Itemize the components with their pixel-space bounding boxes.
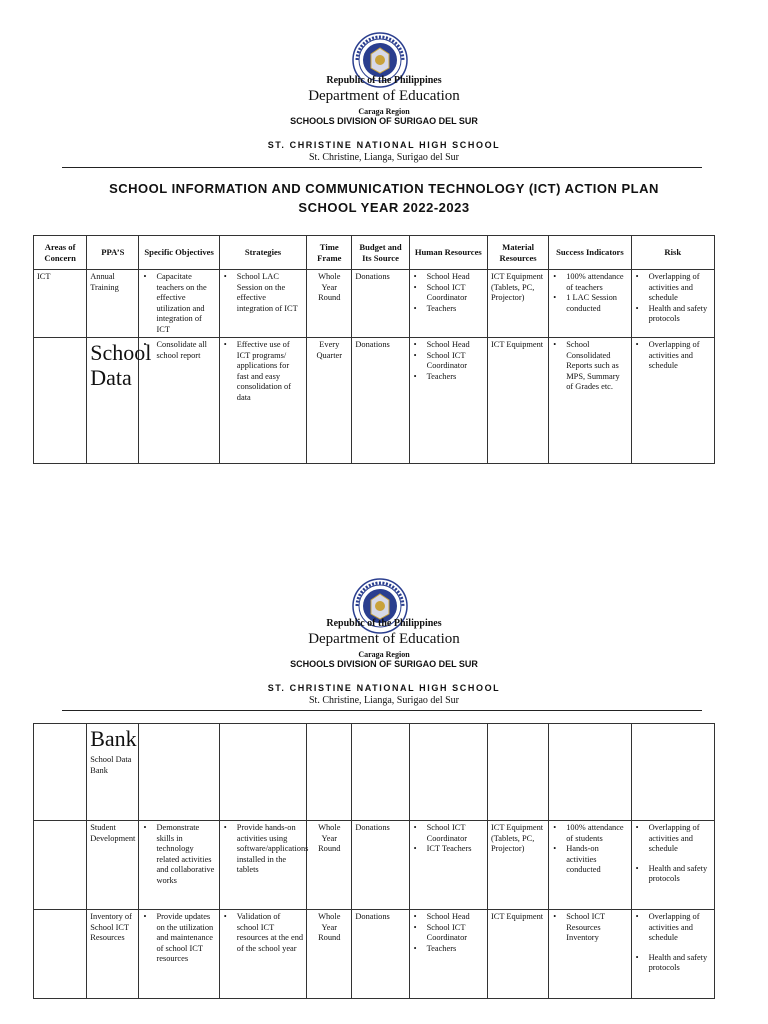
cell-strategies: [219, 724, 306, 821]
list-item: • Overlapping of activities and schedule: [645, 823, 711, 855]
cell-risk: [631, 724, 714, 821]
division-line: SCHOOLS DIVISION OF SURIGAO DEL SUR: [290, 116, 478, 126]
cell-strategies: [219, 338, 306, 464]
header-divider: [62, 167, 702, 168]
table-row: [34, 821, 715, 910]
list-item: • Provide hands-on activities using software/applications installed in the tablets: [233, 823, 303, 876]
cell-ppa: [87, 724, 139, 821]
list-item: • Health and safety protocols: [645, 304, 711, 325]
cell-strategies: [219, 910, 306, 999]
cell-success: [549, 724, 631, 821]
cell-time-frame: Whole Year Round: [307, 821, 352, 910]
list-item: • School ICT Resources Inventory: [562, 912, 627, 944]
list-item: • School ICT Coordinator: [423, 823, 484, 844]
list-item: • School ICT Coordinator: [423, 283, 484, 304]
col-budget: Budget and Its Source: [352, 236, 409, 270]
cell-ppa: [87, 338, 152, 464]
cell-success: [549, 338, 631, 464]
cell-human: [409, 821, 487, 910]
cell-objectives: [139, 910, 219, 999]
school-address: St. Christine, Lianga, Surigao del Sur: [309, 152, 459, 163]
list-item: • School ICT Coordinator: [423, 923, 484, 944]
cell-time-frame: Whole Year Round: [307, 270, 352, 338]
region-line: Caraga Region: [358, 650, 410, 659]
cell-ppa: Annual Training: [87, 270, 139, 338]
list-item: • Health and safety protocols: [645, 864, 711, 885]
school-address: St. Christine, Lianga, Surigao del Sur: [309, 695, 459, 706]
table-row: [34, 910, 715, 999]
list-item: • Teachers: [423, 372, 484, 383]
plan-title: SCHOOL INFORMATION AND COMMUNICATION TECHNOLOGY (ICT) ACTION PLAN: [109, 181, 659, 196]
header-divider: [62, 710, 702, 711]
list-item: • Health and safety protocols: [645, 953, 711, 974]
cell-success: [549, 910, 631, 999]
col-success-indicators: Success Indicators: [549, 236, 631, 270]
ppa-label: School Data Bank: [90, 755, 132, 775]
list-item: • School Head: [423, 912, 484, 923]
table-header-row: [34, 236, 715, 270]
list-item: • Effective use of ICT programs/ applications for fast and easy consolidation of data: [233, 340, 303, 403]
cell-budget: Donations: [352, 910, 409, 999]
cell-material: [487, 724, 548, 821]
cell-time-frame: Every Quarter: [307, 338, 352, 464]
republic-line: Republic of the Philippines: [326, 75, 442, 86]
document-page-1: [0, 0, 768, 470]
cell-objectives: [139, 338, 219, 464]
cell-area: [34, 338, 87, 464]
action-plan-table: [33, 235, 715, 464]
list-item: • 100% attendance of teachers: [562, 272, 627, 293]
division-line: SCHOOLS DIVISION OF SURIGAO DEL SUR: [290, 659, 478, 669]
action-plan-table-continued: [33, 723, 715, 999]
list-item: • 1 LAC Session conducted: [562, 293, 627, 314]
list-item: • School ICT Coordinator: [423, 351, 484, 372]
list-item: • Overlapping of activities and schedule: [645, 340, 711, 372]
table-row: [34, 270, 715, 338]
list-item: • Validation of school ICT resources at the end of the school year: [233, 912, 303, 954]
department-line: Department of Education: [308, 88, 460, 104]
document-page-2: [0, 543, 768, 1024]
list-item: • Overlapping of activities and schedule: [645, 272, 711, 304]
cell-material: ICT Equipment: [487, 338, 548, 464]
cell-objectives: [139, 821, 219, 910]
list-item: • Hands-on activities conducted: [562, 844, 627, 876]
cell-area: [34, 821, 87, 910]
list-item: • School LAC Session on the effective integration of ICT: [233, 272, 303, 314]
cell-success: [549, 821, 631, 910]
col-strategies: Strategies: [219, 236, 306, 270]
cell-time-frame: Whole Year Round: [307, 910, 352, 999]
col-human-resources: Human Resources: [409, 236, 487, 270]
cell-material: ICT Equipment (Tablets, PC, Projector): [487, 270, 548, 338]
cell-success: [549, 270, 631, 338]
col-risk: Risk: [631, 236, 714, 270]
cell-ppa: Inventory of School ICT Resources: [87, 910, 139, 999]
school-name: ST. CHRISTINE NATIONAL HIGH SCHOOL: [267, 140, 501, 150]
region-line: Caraga Region: [358, 107, 410, 116]
cell-risk: [631, 338, 714, 464]
cell-human: [409, 910, 487, 999]
list-item: • School Head: [423, 272, 484, 283]
list-item: • Overlapping of activities and schedule: [645, 912, 711, 944]
cell-area: [34, 724, 87, 821]
list-item: • Consolidate all school report: [152, 340, 215, 361]
list-item: • School Consolidated Reports such as MPS, Summary of Grades etc.: [562, 340, 627, 393]
col-areas: Areas of Concern: [34, 236, 87, 270]
school-year: SCHOOL YEAR 2022-2023: [298, 200, 470, 215]
cell-area: [34, 910, 87, 999]
list-item: • Provide updates on the utilization and maintenance of school ICT resources: [152, 912, 215, 965]
table-row: [34, 338, 715, 464]
list-item: • 100% attendance of students: [562, 823, 627, 844]
school-name: ST. CHRISTINE NATIONAL HIGH SCHOOL: [267, 683, 501, 693]
cell-material: ICT Equipment: [487, 910, 548, 999]
list-item: • ICT Teachers: [423, 844, 484, 855]
list-item: • School Head: [423, 340, 484, 351]
cell-human: [409, 270, 487, 338]
cell-time-frame: [307, 724, 352, 821]
ppa-large-text: School Data: [90, 340, 152, 391]
cell-objectives: [139, 724, 219, 821]
list-item: • Demonstrate skills in technology related activities and collaborative works: [152, 823, 215, 886]
col-time-frame: Time Frame: [307, 236, 352, 270]
list-item: • Capacitate teachers on the effective utilization and integration of ICT: [152, 272, 215, 335]
cell-risk: [631, 910, 714, 999]
cell-budget: Donations: [352, 270, 409, 338]
cell-objectives: [139, 270, 219, 338]
cell-strategies: [219, 270, 306, 338]
cell-risk: [631, 821, 714, 910]
department-line: Department of Education: [308, 631, 460, 647]
cell-human: [409, 724, 487, 821]
cell-budget: Donations: [352, 338, 409, 464]
republic-line: Republic of the Philippines: [326, 618, 442, 629]
cell-material: ICT Equipment (Tablets, PC, Projector): [487, 821, 548, 910]
cell-strategies: [219, 821, 309, 910]
ppa-large-text: Bank: [90, 726, 137, 751]
col-objectives: Specific Objectives: [139, 236, 219, 270]
list-item: • Teachers: [423, 944, 484, 955]
col-material-resources: Material Resources: [487, 236, 548, 270]
cell-ppa: Student Development: [87, 821, 139, 910]
cell-budget: Donations: [352, 821, 409, 910]
cell-human: [409, 338, 487, 464]
cell-risk: [631, 270, 714, 338]
list-item: • Teachers: [423, 304, 484, 315]
col-ppas: PPA’S: [87, 236, 139, 270]
table-row: [34, 724, 715, 821]
cell-budget: [352, 724, 409, 821]
cell-area: ICT: [34, 270, 87, 338]
